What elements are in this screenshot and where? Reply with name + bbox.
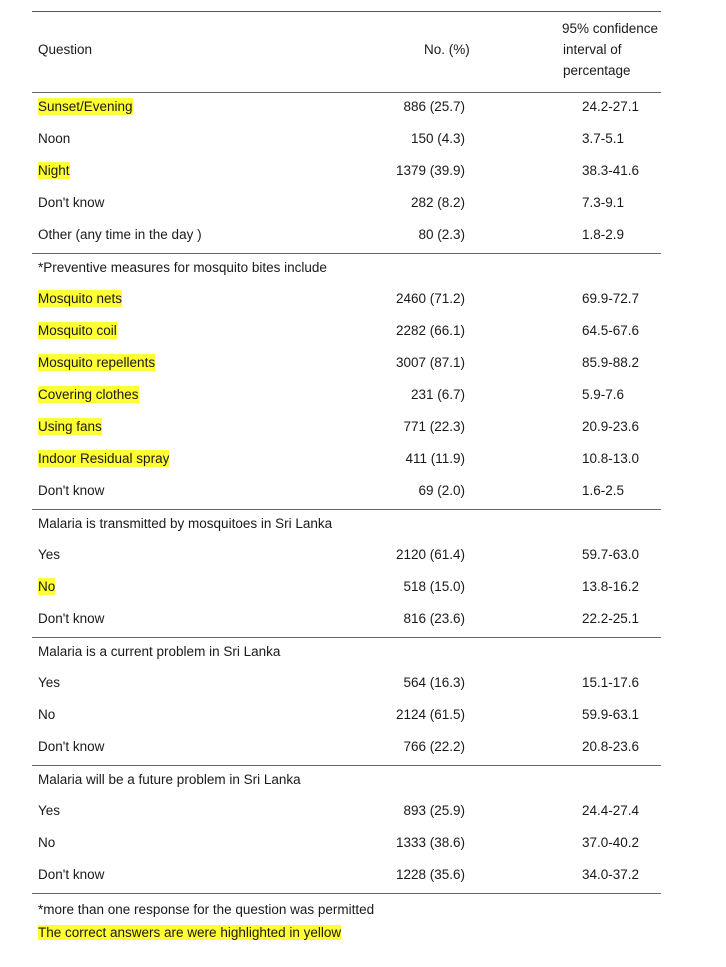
table-row (32, 188, 661, 220)
row-ci: 20.8-23.6 (582, 739, 640, 754)
row-count: 1333 (38.6) (395, 835, 465, 850)
row-label: Indoor Residual spray (38, 451, 170, 466)
row-label: Don't know (38, 739, 105, 754)
row-ci: 59.7-63.0 (582, 547, 640, 562)
row-ci: 59.9-63.1 (582, 707, 640, 722)
row-ci: 34.0-37.2 (582, 867, 640, 882)
footnote-highlight (38, 925, 341, 940)
table-header (32, 12, 661, 92)
row-label: Mosquito coil (38, 323, 117, 338)
table-row (32, 348, 661, 380)
row-ci: 7.3-9.1 (582, 195, 625, 210)
footnote-multi-response-text: *more than one response for the question was permitted (38, 902, 375, 917)
section-rule (32, 637, 661, 638)
row-label: No (38, 835, 56, 850)
row-label: Don't know (38, 483, 105, 498)
row-ci: 20.9-23.6 (582, 419, 640, 434)
header-ci-line1: 95% confidence (562, 21, 659, 36)
table-row (32, 828, 661, 860)
row-label: Yes (38, 547, 61, 562)
table-row (32, 572, 661, 604)
row-label: Yes (38, 675, 61, 690)
row-count: 2282 (66.1) (395, 323, 465, 338)
row-label: Don't know (38, 195, 105, 210)
row-label: Sunset/Evening (38, 99, 133, 114)
section-title: Malaria is transmitted by mosquitoes in Sri Lanka (38, 516, 333, 531)
row-label: Night (38, 163, 70, 178)
row-ci: 24.2-27.1 (582, 99, 640, 114)
section-rule (32, 509, 661, 510)
table-row (32, 156, 661, 188)
header-ci-line2: interval of (563, 42, 622, 57)
row-count: 564 (16.3) (403, 675, 465, 690)
table-row (32, 796, 661, 828)
section-rule (32, 253, 661, 254)
row-count: 766 (22.2) (403, 739, 465, 754)
row-label: Using fans (38, 419, 102, 434)
table-row (32, 412, 661, 444)
table-row (32, 220, 661, 252)
row-label: Mosquito nets (38, 291, 123, 306)
row-count: 2124 (61.5) (395, 707, 465, 722)
row-count: 282 (8.2) (410, 195, 465, 210)
row-count: 3007 (87.1) (395, 355, 465, 370)
header-ci (562, 18, 682, 81)
row-label: Don't know (38, 611, 105, 626)
row-label: No (38, 579, 56, 594)
header-ci-line3: percentage (563, 63, 631, 78)
row-label: Other (any time in the day ) (38, 227, 202, 242)
row-count: 893 (25.9) (403, 803, 465, 818)
table-row (32, 316, 661, 348)
header-count: No. (%) (424, 42, 470, 57)
row-label: No (38, 707, 56, 722)
section-title: Malaria will be a future problem in Sri Lanka (38, 772, 301, 787)
row-ci: 1.8-2.9 (582, 227, 625, 242)
row-ci: 38.3-41.6 (582, 163, 640, 178)
row-ci: 64.5-67.6 (582, 323, 640, 338)
row-count: 1379 (39.9) (395, 163, 465, 178)
footnote-multi-response (38, 902, 374, 917)
row-ci: 22.2-25.1 (582, 611, 640, 626)
row-count: 886 (25.7) (403, 99, 465, 114)
row-count: 1228 (35.6) (395, 867, 465, 882)
table-row (32, 380, 661, 412)
row-count: 2460 (71.2) (395, 291, 465, 306)
section-rule (32, 893, 661, 894)
row-label: Don't know (38, 867, 105, 882)
row-count: 150 (4.3) (410, 131, 465, 146)
row-ci: 13.8-16.2 (582, 579, 640, 594)
row-ci: 69.9-72.7 (582, 291, 640, 306)
table-row (32, 668, 661, 700)
row-count: 816 (23.6) (403, 611, 465, 626)
table-row (32, 476, 661, 508)
table-row (32, 124, 661, 156)
row-label: Yes (38, 803, 61, 818)
table-row (32, 92, 661, 124)
row-count: 771 (22.3) (403, 419, 465, 434)
table-row (32, 732, 661, 764)
header-question: Question (38, 42, 93, 57)
row-count: 69 (2.0) (418, 483, 465, 498)
section-rule (32, 765, 661, 766)
row-count: 2120 (61.4) (395, 547, 465, 562)
row-label: Noon (38, 131, 71, 146)
row-ci: 37.0-40.2 (582, 835, 640, 850)
row-count: 80 (2.3) (418, 227, 465, 242)
table-row (32, 700, 661, 732)
section-title: Malaria is a current problem in Sri Lanka (38, 644, 281, 659)
row-label: Covering clothes (38, 387, 139, 402)
table-row (32, 444, 661, 476)
row-ci: 3.7-5.1 (582, 131, 625, 146)
row-count: 411 (11.9) (405, 451, 465, 466)
row-count: 231 (6.7) (410, 387, 465, 402)
table-row (32, 540, 661, 572)
row-label: Mosquito repellents (38, 355, 156, 370)
section-title: *Preventive measures for mosquito bites include (38, 260, 327, 275)
table-row (32, 604, 661, 636)
row-count: 518 (15.0) (403, 579, 465, 594)
row-ci: 1.6-2.5 (582, 483, 625, 498)
row-ci: 85.9-88.2 (582, 355, 640, 370)
table-row (32, 284, 661, 316)
row-ci: 24.4-27.4 (582, 803, 640, 818)
row-ci: 15.1-17.6 (582, 675, 640, 690)
row-ci: 10.8-13.0 (582, 451, 640, 466)
row-ci: 5.9-7.6 (582, 387, 625, 402)
table-row (32, 860, 661, 892)
footnote-highlight-text: The correct answers are were highlighted in yellow (38, 925, 342, 940)
